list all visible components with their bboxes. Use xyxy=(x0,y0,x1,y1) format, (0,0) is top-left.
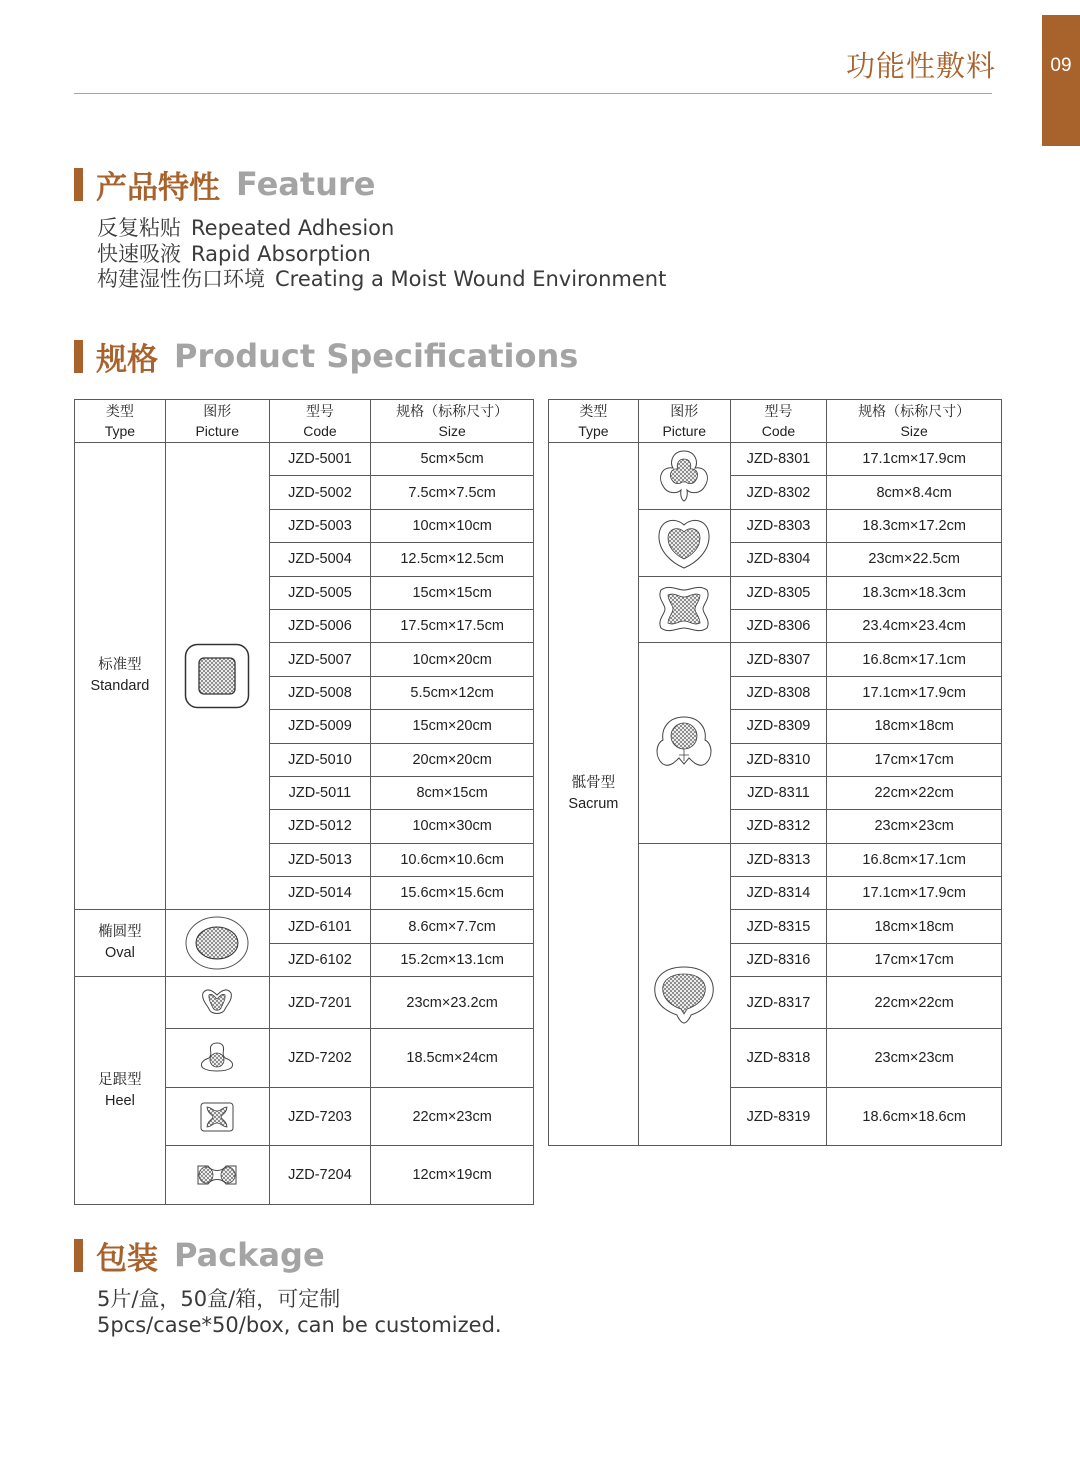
picture-cell xyxy=(165,1146,269,1205)
code-cell: JZD-8316 xyxy=(730,943,827,976)
sacrum-shape-dressing-icon xyxy=(639,714,730,772)
size-cell: 22cm×23cm xyxy=(371,1087,534,1146)
oval-dressing-icon xyxy=(166,915,269,971)
code-cell: JZD-5001 xyxy=(269,443,371,476)
page-header-title: 功能性敷料 xyxy=(845,49,996,83)
code-cell: JZD-8304 xyxy=(730,543,827,576)
size-cell: 22cm×22cm xyxy=(827,977,1002,1029)
col-header-picture: 图形 Picture xyxy=(165,400,269,443)
specs-heading-en: Product Specifications xyxy=(174,337,579,375)
col-header-type: 类型 Type xyxy=(549,400,639,443)
code-cell: JZD-5007 xyxy=(269,643,371,676)
size-cell: 23cm×23cm xyxy=(827,810,1002,843)
header-divider xyxy=(74,93,992,94)
package-heading xyxy=(74,1235,325,1275)
size-cell: 15cm×15cm xyxy=(371,576,534,609)
size-cell: 18.5cm×24cm xyxy=(371,1029,534,1088)
code-cell: JZD-8301 xyxy=(730,443,827,476)
code-cell: JZD-8309 xyxy=(730,710,827,743)
code-cell: JZD-5006 xyxy=(269,609,371,642)
size-cell: 23cm×23cm xyxy=(827,1029,1002,1088)
size-cell: 17.1cm×17.9cm xyxy=(827,877,1002,910)
code-cell: JZD-8302 xyxy=(730,476,827,509)
type-label-en: Heel xyxy=(105,1092,135,1109)
code-cell: JZD-7202 xyxy=(269,1029,371,1088)
col-header-code: 型号 Code xyxy=(730,400,827,443)
picture-cell xyxy=(638,576,730,643)
code-cell: JZD-7203 xyxy=(269,1087,371,1146)
type-cell xyxy=(75,910,166,977)
code-cell: JZD-8318 xyxy=(730,1029,827,1088)
size-cell: 8cm×8.4cm xyxy=(827,476,1002,509)
code-cell: JZD-8312 xyxy=(730,810,827,843)
package-heading-en: Package xyxy=(174,1236,325,1274)
col-header-code: 型号 Code xyxy=(269,400,371,443)
code-cell: JZD-8314 xyxy=(730,877,827,910)
picture-cell xyxy=(638,843,730,1146)
feature-item: 构建湿性伤口环境 Creating a Moist Wound Environment xyxy=(97,267,667,291)
size-cell: 5.5cm×12cm xyxy=(371,676,534,709)
fan-shape-dressing-icon xyxy=(639,963,730,1025)
size-cell: 10.6cm×10.6cm xyxy=(371,843,534,876)
code-cell: JZD-7204 xyxy=(269,1146,371,1205)
table-row xyxy=(75,443,534,476)
size-cell: 17.5cm×17.5cm xyxy=(371,609,534,642)
size-cell: 7.5cm×7.5cm xyxy=(371,476,534,509)
spec-table-left xyxy=(74,399,534,1205)
heel-dressing-2-icon xyxy=(166,1042,269,1074)
size-cell: 17.1cm×17.9cm xyxy=(827,443,1002,476)
size-cell: 23cm×23.2cm xyxy=(371,977,534,1029)
size-cell: 17.1cm×17.9cm xyxy=(827,676,1002,709)
type-label-cn: 骶骨型 xyxy=(571,775,616,792)
type-cell xyxy=(75,443,166,910)
col-header-size: 规格（标称尺寸） Size xyxy=(371,400,534,443)
code-cell: JZD-8310 xyxy=(730,743,827,776)
code-cell: JZD-8305 xyxy=(730,576,827,609)
code-cell: JZD-8303 xyxy=(730,509,827,542)
code-cell: JZD-5008 xyxy=(269,676,371,709)
size-cell: 16.8cm×17.1cm xyxy=(827,843,1002,876)
heart-dressing-icon xyxy=(639,515,730,571)
table-row xyxy=(75,910,534,943)
type-cell xyxy=(549,443,639,1146)
code-cell: JZD-8307 xyxy=(730,643,827,676)
clover-dressing-icon xyxy=(639,448,730,504)
code-cell: JZD-5013 xyxy=(269,843,371,876)
package-description xyxy=(97,1286,502,1338)
size-cell: 12cm×19cm xyxy=(371,1146,534,1205)
spec-table-right xyxy=(548,399,1002,1146)
col-header-size: 规格（标称尺寸） Size xyxy=(827,400,1002,443)
heel-dressing-4-icon xyxy=(166,1162,269,1188)
page-number-tab: 09 xyxy=(1042,15,1080,146)
size-cell: 22cm×22cm xyxy=(827,776,1002,809)
code-cell: JZD-8313 xyxy=(730,843,827,876)
feature-list xyxy=(97,216,666,293)
square-dressing-icon xyxy=(166,643,269,709)
size-cell: 10cm×10cm xyxy=(371,509,534,542)
code-cell: JZD-5010 xyxy=(269,743,371,776)
picture-cell xyxy=(638,509,730,576)
table-row xyxy=(549,443,1002,476)
butterfly-dressing-icon xyxy=(639,582,730,636)
size-cell: 18.3cm×18.3cm xyxy=(827,576,1002,609)
heading-bar xyxy=(74,340,83,373)
code-cell: JZD-5004 xyxy=(269,543,371,576)
picture-cell xyxy=(165,977,269,1029)
col-header-type: 类型 Type xyxy=(75,400,166,443)
picture-cell xyxy=(165,443,269,910)
heading-bar xyxy=(74,1239,83,1272)
type-label-cn: 椭圆型 xyxy=(98,924,142,941)
table-row xyxy=(75,977,534,1029)
size-cell: 18cm×18cm xyxy=(827,910,1002,943)
feature-item: 快速吸液 Rapid Absorption xyxy=(97,241,371,266)
feature-heading-cn: 产品特性 xyxy=(96,169,220,206)
code-cell: JZD-8306 xyxy=(730,609,827,642)
package-line-en: 5pcs/case*50/box, can be customized. xyxy=(97,1313,502,1337)
size-cell: 18.3cm×17.2cm xyxy=(827,509,1002,542)
picture-cell xyxy=(165,1087,269,1146)
code-cell: JZD-6101 xyxy=(269,910,371,943)
package-heading-cn: 包装 xyxy=(96,1240,158,1277)
size-cell: 10cm×20cm xyxy=(371,643,534,676)
code-cell: JZD-8319 xyxy=(730,1087,827,1146)
size-cell: 15cm×20cm xyxy=(371,710,534,743)
heel-dressing-3-icon xyxy=(166,1101,269,1133)
specs-heading-cn: 规格 xyxy=(96,341,158,378)
type-label-en: Oval xyxy=(105,945,135,962)
size-cell: 8.6cm×7.7cm xyxy=(371,910,534,943)
code-cell: JZD-8311 xyxy=(730,776,827,809)
code-cell: JZD-5012 xyxy=(269,810,371,843)
size-cell: 23.4cm×23.4cm xyxy=(827,609,1002,642)
type-label-en: Standard xyxy=(90,678,150,695)
size-cell: 18cm×18cm xyxy=(827,710,1002,743)
feature-heading xyxy=(74,164,375,204)
code-cell: JZD-5005 xyxy=(269,576,371,609)
size-cell: 23cm×22.5cm xyxy=(827,543,1002,576)
code-cell: JZD-5003 xyxy=(269,509,371,542)
size-cell: 12.5cm×12.5cm xyxy=(371,543,534,576)
code-cell: JZD-6102 xyxy=(269,943,371,976)
type-cell xyxy=(75,977,166,1205)
size-cell: 15.2cm×13.1cm xyxy=(371,943,534,976)
col-header-picture: 图形 Picture xyxy=(638,400,730,443)
code-cell: JZD-5009 xyxy=(269,710,371,743)
picture-cell xyxy=(165,910,269,977)
size-cell: 16.8cm×17.1cm xyxy=(827,643,1002,676)
code-cell: JZD-8317 xyxy=(730,977,827,1029)
code-cell: JZD-5002 xyxy=(269,476,371,509)
table-header-row xyxy=(75,400,534,443)
type-label-cn: 标准型 xyxy=(98,657,142,674)
picture-cell xyxy=(638,443,730,510)
code-cell: JZD-5014 xyxy=(269,877,371,910)
table-header-row xyxy=(549,400,1002,443)
code-cell: JZD-5011 xyxy=(269,776,371,809)
specs-heading xyxy=(74,336,578,376)
size-cell: 8cm×15cm xyxy=(371,776,534,809)
feature-item: 反复粘贴 Repeated Adhesion xyxy=(97,216,395,240)
heel-dressing-1-icon xyxy=(166,987,269,1019)
size-cell: 17cm×17cm xyxy=(827,943,1002,976)
feature-heading-en: Feature xyxy=(236,165,376,203)
size-cell: 18.6cm×18.6cm xyxy=(827,1087,1002,1146)
size-cell: 5cm×5cm xyxy=(371,443,534,476)
size-cell: 15.6cm×15.6cm xyxy=(371,877,534,910)
size-cell: 10cm×30cm xyxy=(371,810,534,843)
type-label-en: Sacrum xyxy=(568,796,619,813)
code-cell: JZD-7201 xyxy=(269,977,371,1029)
size-cell: 20cm×20cm xyxy=(371,743,534,776)
heading-bar xyxy=(74,168,83,201)
size-cell: 17cm×17cm xyxy=(827,743,1002,776)
picture-cell xyxy=(165,1029,269,1088)
picture-cell xyxy=(638,643,730,843)
package-line-cn: 5片/盒，50盒/箱，可定制 xyxy=(97,1287,341,1311)
code-cell: JZD-8315 xyxy=(730,910,827,943)
type-label-cn: 足跟型 xyxy=(98,1071,142,1088)
code-cell: JZD-8308 xyxy=(730,676,827,709)
